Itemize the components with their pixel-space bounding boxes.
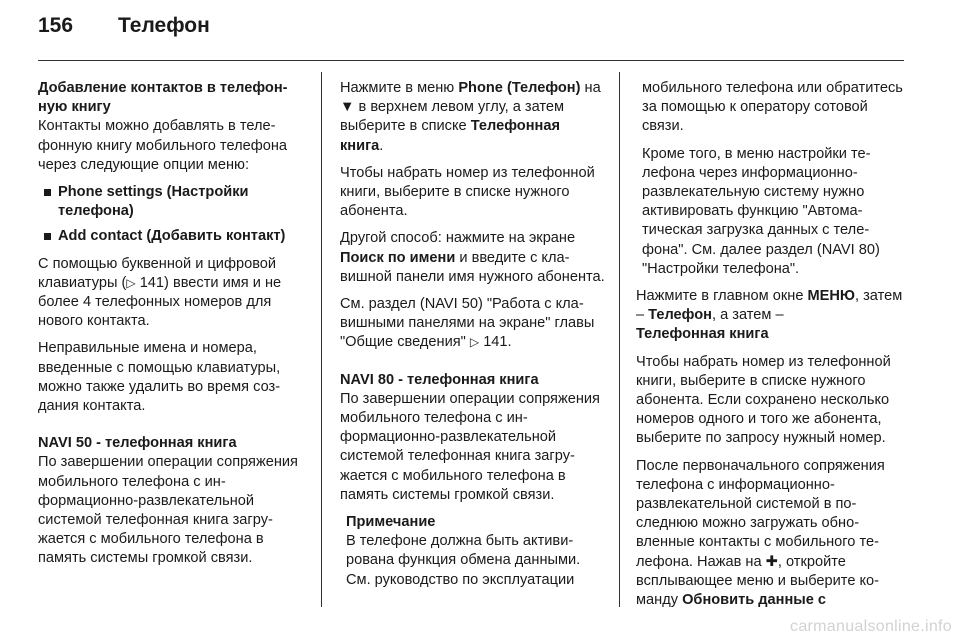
column-3: [636, 79, 906, 618]
note-text: мобильного телефона или обратитесь за помощью к оператору сотовой связи.: [642, 80, 903, 135]
header-divider: [38, 60, 904, 61]
paragraph: Другой способ: нажмите на экране Поиск по имени и введите с клавишной панели имя нужного абонента.: [340, 230, 605, 285]
column-1: [38, 79, 308, 577]
page-header: [38, 14, 210, 50]
page-reference[interactable]: 141: [139, 274, 165, 291]
down-arrow-icon: ▼: [340, 99, 355, 116]
column-divider-2: [619, 72, 620, 607]
page-reference[interactable]: 141: [483, 334, 508, 351]
note-continuation: [636, 79, 906, 279]
paragraph: Нажмите в главном окне МЕНЮ, затем – Телефон, а затем – Телефонная книга: [636, 288, 903, 343]
list-item: Phone settings (Настройки телефона): [38, 183, 308, 221]
menu-label: МЕНЮ: [807, 288, 855, 305]
note-title: Примечание: [346, 514, 436, 531]
paragraph: Чтобы набрать номер из телефонной книги, выберите в списке нужного абонента.: [340, 164, 595, 220]
paragraph: См. раздел (NAVI 50) "Работа с клавишными панелями на экране" главы "Общие сведения" ▷ 141.: [340, 296, 595, 351]
column-2: [340, 79, 605, 590]
paragraph: Чтобы набрать номер из телефонной книги, выберите в списке нужного абонента. Если сохранено несколько номеров одного и того же абонента, выберите по запросу нужный номер.: [636, 353, 891, 447]
menu-label: Phone (Телефон): [458, 80, 581, 96]
menu-label: Телефонная книга: [636, 326, 769, 343]
page-ref-arrow-icon: ▷: [469, 335, 480, 350]
column-divider-1: [321, 72, 322, 607]
section-heading-navi80: NAVI 80 - телефонная книга: [340, 371, 539, 388]
paragraph: Нажмите в меню Phone (Телефон) на ▼ в верхнем левом углу, а затем выберите в списке Телефонная книга.: [340, 80, 601, 154]
page-title: Телефон: [118, 14, 210, 37]
menu-label: Телефон: [648, 307, 712, 324]
paragraph: После первоначального сопряжения телефона с информационно-развлекательной системой в последнюю можно загружать обновленные контакты с мобильного телефона. Нажав на ✚, откройте всплывающее меню и выберите команду Обновить данные с: [636, 457, 885, 609]
paragraph: По завершении операции сопряжения мобильного телефона с информационно-развлекательной системой телефонная книга загружается с мобильного телефона в память системы громкой связи.: [340, 390, 600, 503]
section-heading-add-contacts: Добавление контактов в телефонную книгу: [38, 80, 288, 116]
menu-label: Обновить данные с: [682, 592, 827, 609]
list-item: Add contact (Добавить контакт): [38, 227, 308, 246]
section-heading-navi50: NAVI 50 - телефонная книга: [38, 435, 237, 452]
note-box: [340, 513, 605, 590]
plus-icon: ✚: [765, 553, 778, 570]
menu-options-list: [38, 183, 308, 247]
menu-label: Поиск по имени: [340, 249, 456, 266]
page-ref-arrow-icon: ▷: [126, 275, 136, 290]
menu-label: Телефонная книга: [340, 118, 560, 154]
page-number: 156: [38, 14, 74, 37]
paragraph: Контакты можно добавлять в телефонную книгу мобильного телефона через следующие опции меню:: [38, 118, 288, 173]
watermark: carmanualsonline.info: [790, 618, 952, 635]
note-text: В телефоне должна быть активирована функция обмена данными. См. руководство по эксплуатации: [346, 533, 581, 588]
note-text: Кроме того, в меню настройки телефона через информационно-развлекательную систему нужно активировать функцию "Автоматическая загрузка данных с телефона". См. далее раздел (NAVI 80) "Настройки телефона".: [642, 145, 880, 277]
paragraph: Неправильные имена и номера, введенные с помощью клавиатуры, можно также удалить во время создания контакта.: [38, 340, 281, 415]
paragraph: С помощью буквенной и цифровой клавиатуры (▷ 141) ввести имя и не более 4 телефонных номеров для нового контакта.: [38, 255, 282, 330]
paragraph: По завершении операции сопряжения мобильного телефона с информационно-развлекательной системой телефонная книга загружается с мобильного телефона в память системы громкой связи.: [38, 454, 298, 567]
